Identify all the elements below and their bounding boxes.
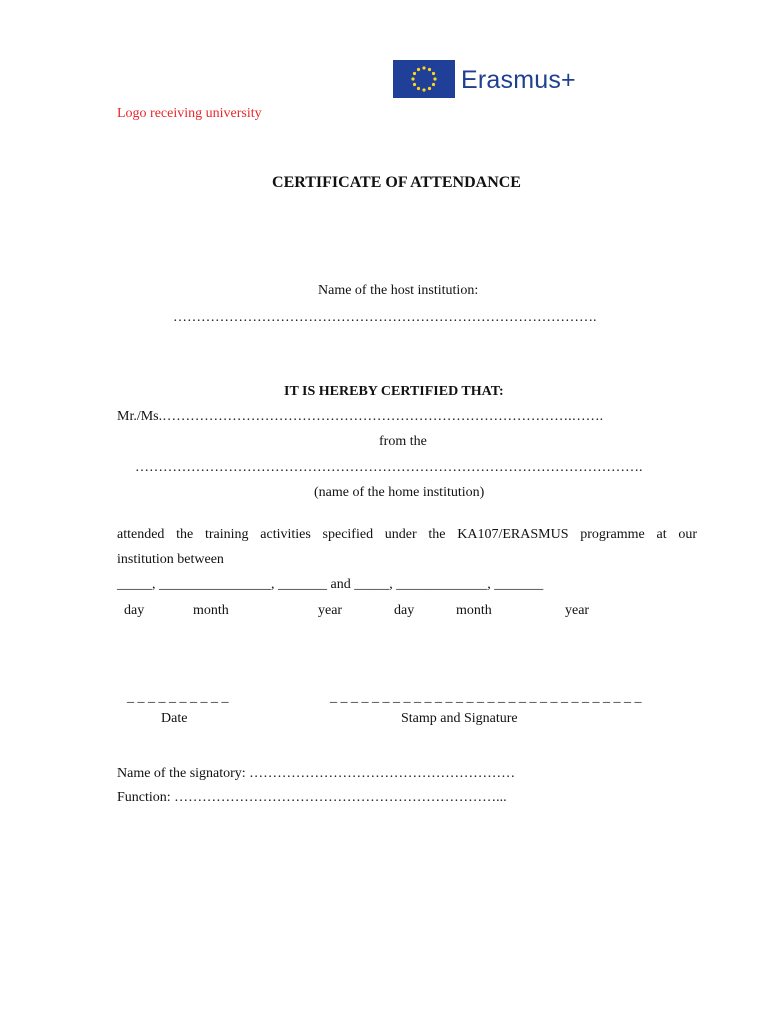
erasmus-logo [393, 60, 593, 100]
date-signature-line: _ _ _ _ _ _ _ _ _ _ [127, 690, 229, 705]
host-institution-label: Name of the host institution: [318, 283, 479, 298]
attended-text-line2: institution between [117, 552, 224, 567]
date-range-fields: _____, ________________, _______ and _____, _____________, _______ [117, 577, 544, 592]
signatory-name-field: Name of the signatory: ………………………………………………… [117, 766, 516, 781]
certified-heading: IT IS HEREBY CERTIFIED THAT: [284, 384, 504, 399]
label-year-1: year [318, 603, 343, 618]
label-month-2: month [456, 603, 492, 618]
participant-name-field: Mr./Ms.…………………………………………………………………………….……. [117, 409, 604, 424]
home-institution-field: ………………………………………………………………………………………………. [135, 460, 643, 475]
label-year-2: year [565, 603, 590, 618]
function-field: Function: ……………………………………………………………... [117, 790, 507, 805]
erasmus-brand-text: Erasmus+ [461, 66, 576, 94]
certificate-title: CERTIFICATE OF ATTENDANCE [272, 174, 521, 191]
stamp-caption: Stamp and Signature [401, 711, 518, 726]
logo-placeholder-text: Logo receiving university [117, 106, 262, 121]
eu-flag-icon [393, 60, 455, 98]
label-month-1: month [193, 603, 229, 618]
label-day-1: day [124, 603, 145, 618]
attended-text-line1: attended the training activities specified under the KA107/ERASMUS programme at our [117, 527, 697, 542]
label-day-2: day [394, 603, 415, 618]
from-the-text: from the [379, 434, 427, 449]
host-institution-field: ………………………………………………………………………………. [173, 310, 597, 325]
home-institution-label: (name of the home institution) [314, 485, 485, 500]
stamp-signature-line: _ _ _ _ _ _ _ _ _ _ _ _ _ _ _ _ _ _ _ _ _ _ _ _ _ _ _ _ _ _ [330, 690, 642, 705]
date-caption: Date [161, 711, 188, 726]
